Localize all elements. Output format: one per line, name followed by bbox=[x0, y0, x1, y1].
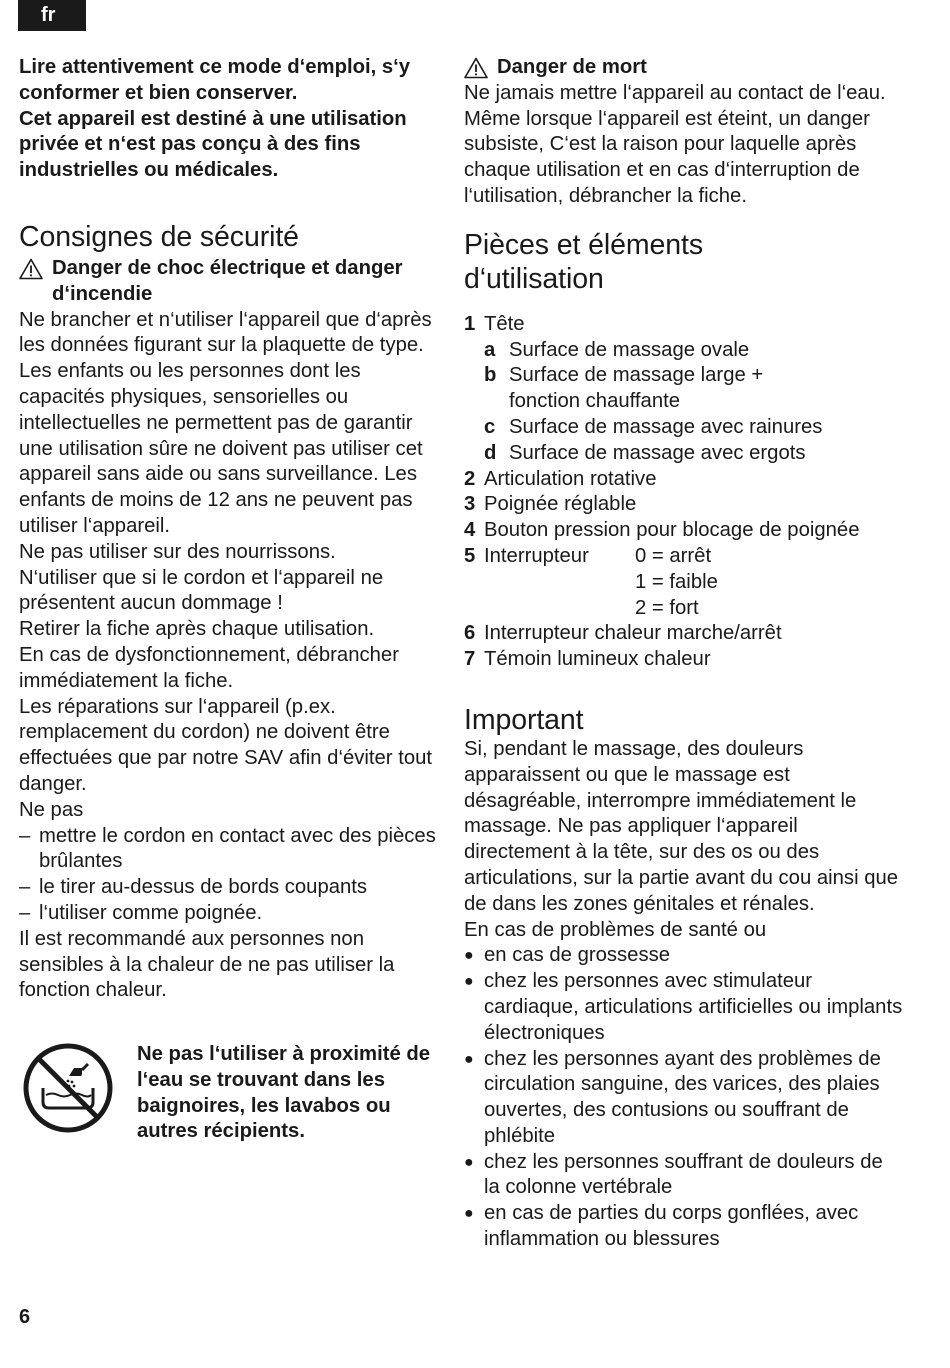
parts-subitem: b Surface de massage large + fonction chauffante bbox=[484, 364, 764, 413]
parts-item: 1 Tête bbox=[464, 312, 525, 335]
danger-title: Danger de mort bbox=[497, 56, 647, 78]
danger-heading bbox=[464, 55, 904, 81]
parts-item: 6 Interrupteur chaleur marche/arrêt bbox=[464, 622, 782, 645]
electric-warning-heading bbox=[19, 256, 437, 308]
switch-item: 5 Interrupteur 0 = arrêt 1 = faible 2 = fort bbox=[464, 544, 904, 621]
parts-subitem: a Surface de massage ovale bbox=[484, 338, 750, 361]
safety-paragraph: Ne brancher et n‘utiliser l‘appareil que d‘après les données figurant sur la plaquette de type. bbox=[19, 308, 432, 357]
safety-title: Consignes de sécurité bbox=[19, 220, 299, 253]
health-bullet: ● chez les personnes souffrant de douleurs de la colonne vertébrale bbox=[464, 1150, 883, 1199]
parts-item: 3 Poignée réglable bbox=[464, 493, 637, 516]
parts-item: 7 Témoin lumineux chaleur bbox=[464, 648, 711, 671]
safety-paragraph: En cas de dysfonctionnement, débrancher immédiatement la fiche. bbox=[19, 643, 399, 692]
bath-warning-text: Ne pas l‘utiliser à proximité de l‘eau se trouvant dans les baignoires, les lavabos ou autres récipients. bbox=[137, 1043, 431, 1143]
left-column bbox=[19, 55, 437, 1145]
dash-list-item: – le tirer au-dessus de bords coupants bbox=[19, 876, 368, 899]
no-water-bath-icon bbox=[22, 1042, 114, 1134]
parts-list bbox=[464, 312, 904, 673]
parts-subitem: c Surface de massage avec rainures bbox=[484, 415, 823, 438]
safety-paragraph: Les enfants ou les personnes dont les capacités physiques, sensorielles ou intellectuelles ne permettent pas de garantir une utilisation sûre ne doivent pas utiliser cet appareil sans aide ou sans surveillance. Les enfants de moins de 12 ans ne peuvent pas utiliser l‘appareil. bbox=[19, 360, 423, 537]
electric-warning-text: Danger de choc électrique et danger d‘incendie bbox=[52, 256, 403, 305]
health-bullet: ● chez les personnes ayant des problèmes de circulation sanguine, des varices, des plaies ouvertes, des contusions ou souffrant de phlébite bbox=[464, 1047, 881, 1147]
health-bullet: ● en cas de parties du corps gonflées, avec inflammation ou blessures bbox=[464, 1202, 859, 1251]
important-lead: En cas de problèmes de santé ou bbox=[464, 918, 767, 941]
bath-warning-block bbox=[19, 1042, 437, 1145]
parts-item: 2 Articulation rotative bbox=[464, 467, 657, 490]
heat-function-note: Il est recommandé aux personnes non sensibles à la chaleur de ne pas utiliser la fonction chaleur. bbox=[19, 927, 395, 1002]
important-title: Important bbox=[464, 703, 584, 736]
intro-private-use: Cet appareil est destiné à une utilisation privée et n‘est pas conçu à des fins industrielles ou médicales. bbox=[19, 107, 407, 182]
warning-triangle-icon bbox=[464, 57, 488, 79]
safety-paragraph: Ne pas bbox=[19, 798, 84, 821]
safety-paragraph: N‘utiliser que si le cordon et l‘appareil ne présentent aucun dommage ! bbox=[19, 566, 384, 615]
parts-title-line1: Pièces et éléments bbox=[464, 228, 703, 261]
page-number: 6 bbox=[19, 1306, 31, 1328]
switch-settings: 0 = arrêt 1 = faible 2 = fort bbox=[635, 544, 718, 619]
safety-paragraph: Les réparations sur l‘appareil (p.ex. remplacement du cordon) ne doivent être effectuées que par notre SAV afin d‘éviter tout danger. bbox=[19, 695, 433, 795]
right-column bbox=[464, 55, 904, 1253]
warning-triangle-icon bbox=[19, 258, 43, 280]
danger-text: Ne jamais mettre l‘appareil au contact de l‘eau. Même lorsque l‘appareil est éteint, un danger subsiste, C‘est la raison pour laquelle après chaque utilisation et en cas d‘interruption de l‘utilisation, débrancher la fiche. bbox=[464, 81, 886, 207]
health-bullet: ● en cas de grossesse bbox=[464, 944, 671, 967]
language-tab: fr bbox=[18, 0, 86, 31]
parts-item: 4 Bouton pression pour blocage de poignée bbox=[464, 519, 860, 542]
health-bullet: ● chez les personnes avec stimulateur cardiaque, articulations artificielles ou implants électroniques bbox=[464, 970, 903, 1044]
dash-list-item: – l‘utiliser comme poignée. bbox=[19, 901, 263, 924]
important-text: Si, pendant le massage, des douleurs apparaissent ou que le massage est désagréable, interrompre immédiatement le massage. Ne pas appliquer l‘appareil directement à la tête, sur des os ou des articulations, sur la partie avant du cou ainsi que de dans les zones génitales et rénales. bbox=[464, 737, 899, 915]
intro-read-notice: Lire attentivement ce mode d‘emploi, s‘y conformer et bien conserver. bbox=[19, 56, 411, 104]
parts-subitem: d Surface de massage avec ergots bbox=[484, 441, 806, 464]
dash-list-item: – mettre le cordon en contact avec des pièces brûlantes bbox=[19, 824, 436, 873]
safety-paragraph: Retirer la fiche après chaque utilisation. bbox=[19, 618, 375, 641]
safety-paragraph: Ne pas utiliser sur des nourrissons. bbox=[19, 540, 336, 563]
parts-title-line2: d‘utilisation bbox=[464, 262, 604, 295]
